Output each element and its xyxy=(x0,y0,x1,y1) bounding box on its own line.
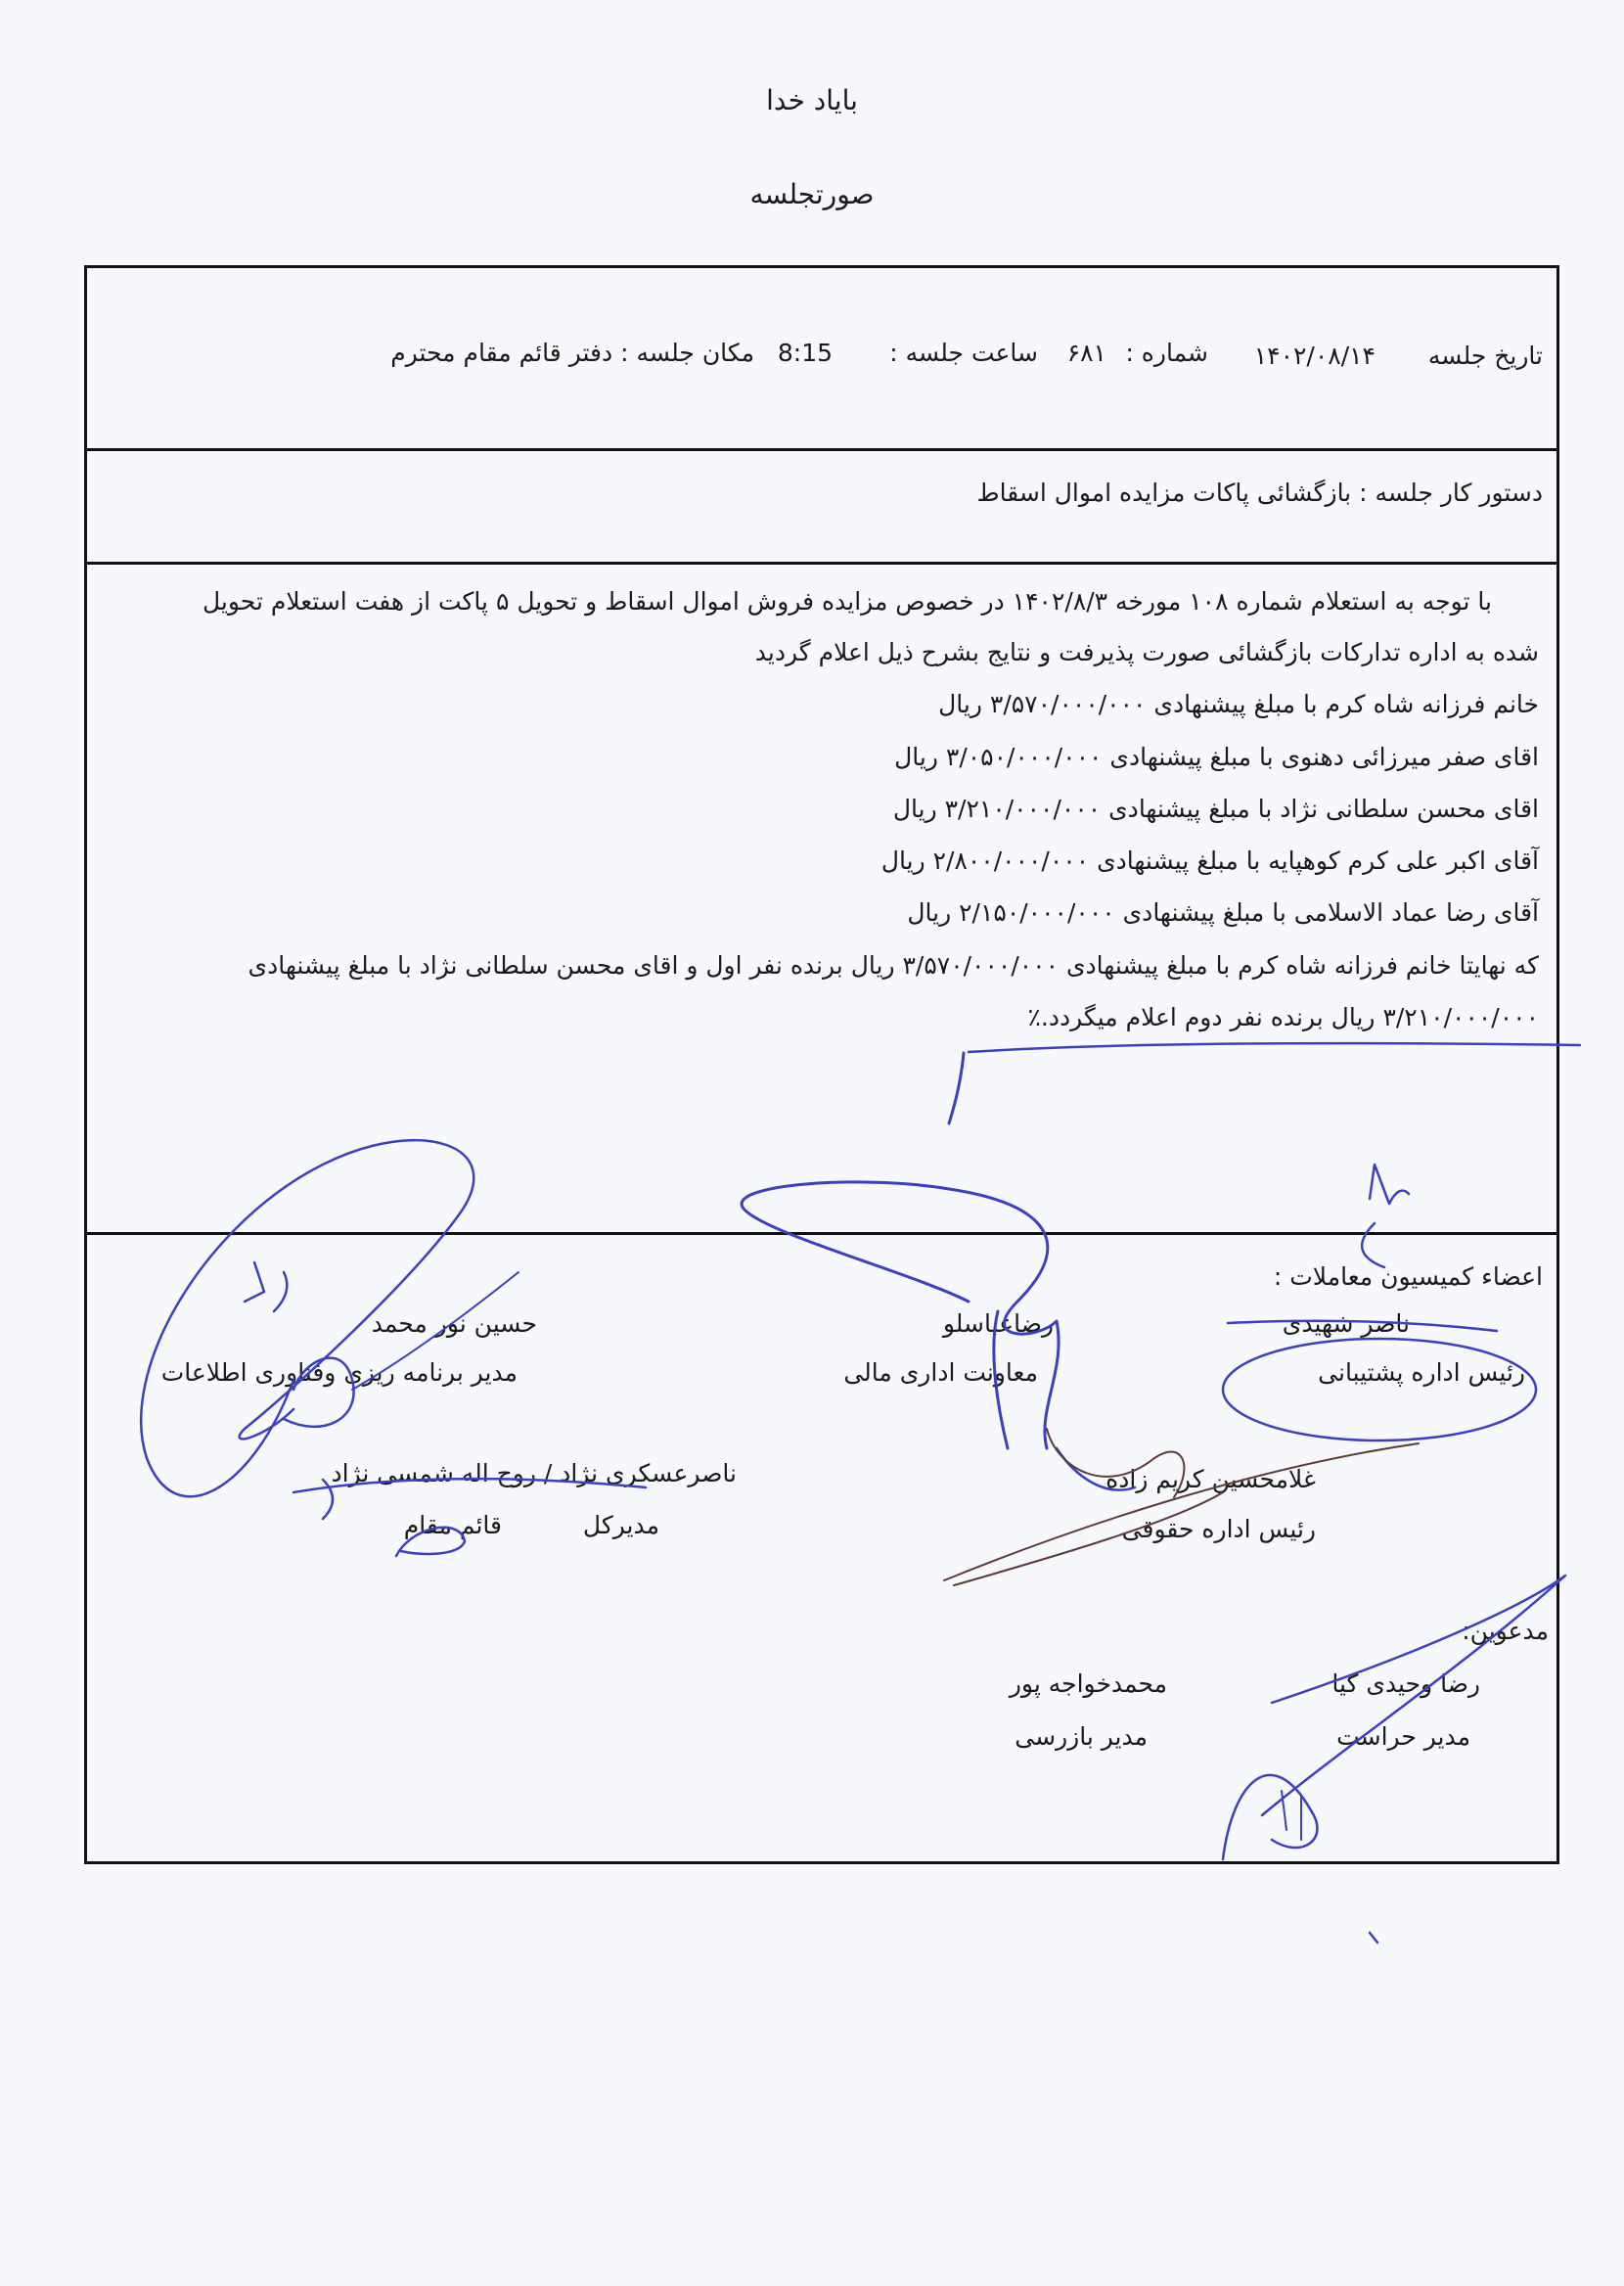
member-name: غلامحسین کریم زاده xyxy=(1105,1465,1316,1493)
member-role: مدیرکل xyxy=(582,1511,659,1539)
invitee-name: رضا وحیدی کیا xyxy=(1331,1669,1480,1698)
number-value: ۶۸۱ xyxy=(1066,339,1106,367)
signature-mark xyxy=(1370,1933,1377,1943)
member-role: رئیس اداره حقوقی xyxy=(1121,1515,1316,1543)
bid-line: آقای اکبر علی کرم کوهپایه با مبلغ پیشنهادی ۲/۸۰۰/۰۰۰/۰۰۰ ریال xyxy=(880,846,1539,875)
signatures-row xyxy=(87,1235,1556,1867)
result-line-2: ۳/۲۱۰/۰۰۰/۰۰۰ ریال برنده نفر دوم اعلام میگردد.٪ xyxy=(1027,1003,1539,1031)
meeting-place: مکان جلسه : دفتر قائم مقام محترم xyxy=(390,339,754,367)
members-title: اعضاء کمیسیون معاملات : xyxy=(1273,1262,1543,1291)
bid-line: خانم فرزانه شاه کرم با مبلغ پیشنهادی ۳/۵۷۰/۰۰۰/۰۰۰ ریال xyxy=(938,690,1539,718)
invitee-role: مدیر بازرسی xyxy=(1015,1722,1148,1751)
member-name: ناصرعسکری نژاد / روح اله شمسی نژاد xyxy=(331,1459,737,1487)
bid-line: اقای محسن سلطانی نژاد با مبلغ پیشنهادی ۳/۲۱۰/۰۰۰/۰۰۰ ریال xyxy=(892,795,1539,823)
member-role: قائم مقام xyxy=(403,1511,502,1539)
invitees-title: مدعوین: xyxy=(1462,1617,1549,1645)
document-title: صورتجلسه xyxy=(749,178,875,210)
minutes-table xyxy=(84,265,1559,1864)
page-heading: باياد خدا xyxy=(766,84,858,116)
member-role: رئیس اداره پشتیبانی xyxy=(1318,1358,1525,1387)
member-name: حسین نور محمد xyxy=(371,1309,537,1338)
member-name: ناصر شهیدی xyxy=(1282,1309,1410,1338)
time-label: ساعت جلسه : xyxy=(889,339,1038,367)
result-line-1: که نهایتا خانم فرزانه شاه کرم با مبلغ پیشنهادی ۳/۵۷۰/۰۰۰/۰۰۰ ریال برنده نفر اول و اقای محسن سلطانی نژاد با مبلغ پیشنهادی xyxy=(248,951,1539,980)
body-intro-line-1: با توجه به استعلام شماره ۱۰۸ مورخه ۱۴۰۲/۸/۳ در خصوص مزایده فروش اموال اسقاط و تحویل ۵ پاکت از هفت استعلام تحویل xyxy=(203,587,1492,616)
agenda-row xyxy=(87,451,1556,565)
agenda-text: دستور کار جلسه : بازگشائی پاکات مزایده اموال اسقاط xyxy=(976,479,1543,507)
date-label: تاریخ جلسه xyxy=(1427,342,1543,370)
bid-line: اقای صفر میرزائی دهنوی با مبلغ پیشنهادی ۳/۰۵۰/۰۰۰/۰۰۰ ریال xyxy=(894,743,1539,771)
number-label: شماره : xyxy=(1125,339,1208,367)
meeting-info-row xyxy=(87,268,1556,451)
member-role: مدیر برنامه ریزی وفناوری اطلاعات xyxy=(160,1358,518,1387)
member-role: معاونت اداری مالی xyxy=(843,1358,1038,1387)
invitee-name: محمدخواجه پور xyxy=(1009,1669,1167,1698)
member-name: رضاعباسلو xyxy=(942,1309,1054,1338)
date-value: ۱۴۰۲/۰۸/۱۴ xyxy=(1253,342,1376,370)
body-row xyxy=(87,565,1556,1235)
time-value: 8:15 xyxy=(777,339,833,367)
bid-line: آقای رضا عماد الاسلامی با مبلغ پیشنهادی ۲/۱۵۰/۰۰۰/۰۰۰ ریال xyxy=(907,898,1539,927)
body-intro-line-2: شده به اداره تدارکات بازگشائی صورت پذیرفت و نتایج بشرح ذیل اعلام گردید xyxy=(754,638,1539,666)
invitee-role: مدیر حراست xyxy=(1336,1722,1470,1751)
